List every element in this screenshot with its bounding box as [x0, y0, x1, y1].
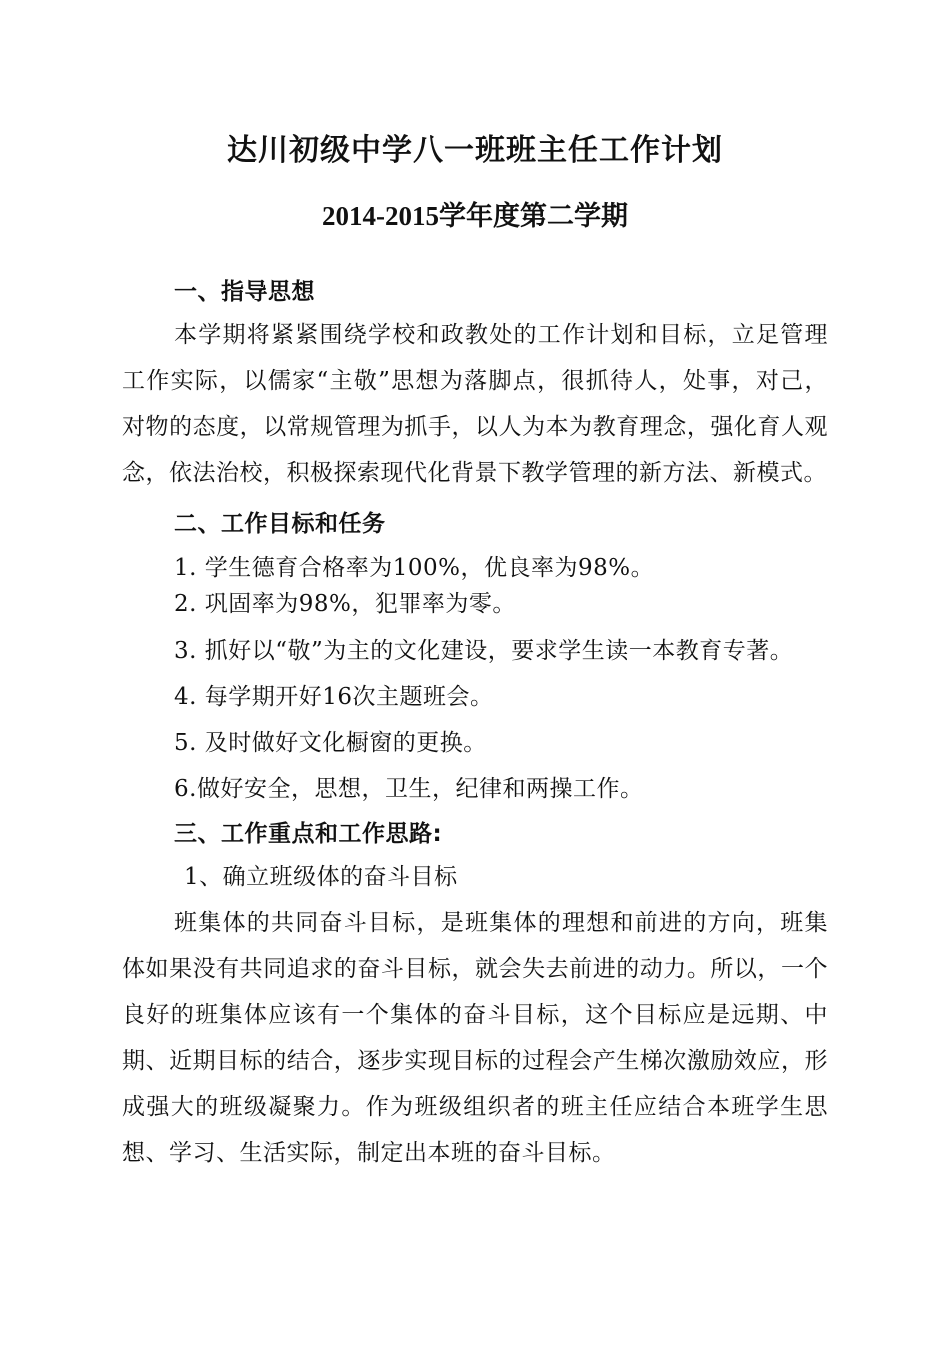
section-heading-guiding-thought: 一、指导思想 — [174, 279, 315, 305]
section-heading-focus: 三、工作重点和工作思路: — [174, 821, 443, 847]
goal-item-2: 2. 巩固率为98%，犯罪率为零。 — [174, 591, 516, 617]
goal-item-3: 3. 抓好以“敬”为主的文化建设，要求学生读一本教育专著。 — [174, 638, 794, 664]
document-body — [122, 272, 828, 1176]
subheading-class-goal: 1、确立班级体的奋斗目标 — [184, 864, 458, 890]
goal-item-1: 1. 学生德育合格率为100%，优良率为98%。 — [174, 555, 655, 581]
goal-item-4: 4. 每学期开好16次主题班会。 — [174, 684, 494, 710]
document-title: 达川初级中学八一班班主任工作计划 — [227, 133, 723, 168]
section-heading-goals: 二、工作目标和任务 — [174, 511, 386, 537]
goal-item-5: 5. 及时做好文化橱窗的更换。 — [174, 730, 487, 756]
paragraph-guiding-thought: 本学期将紧紧围绕学校和政教处的工作计划和目标，立足管理工作实际，以儒家“主敬”思想为落脚点，很抓待人，处事，对己，对物的态度，以常规管理为抓手，以人为本为教育理念，强化育人观念，依法治校，积极探索现代化背景下教学管理的新方法、新模式。 — [122, 322, 828, 486]
goal-item-6: 6.做好安全，思想，卫生，纪律和两操工作。 — [174, 776, 644, 802]
document-subtitle: 2014-2015学年度第二学期 — [322, 201, 628, 231]
paragraph-class-goal: 班集体的共同奋斗目标，是班集体的理想和前进的方向，班集体如果没有共同追求的奋斗目标，就会失去前进的动力。所以，一个良好的班集体应该有一个集体的奋斗目标，这个目标应是远期、中期、近期目标的结合，逐步实现目标的过程会产生梯次激励效应，形成强大的班级凝聚力。作为班级组织者的班主任应结合本班学生思想、学习、生活实际，制定出本班的奋斗目标。 — [122, 910, 828, 1166]
